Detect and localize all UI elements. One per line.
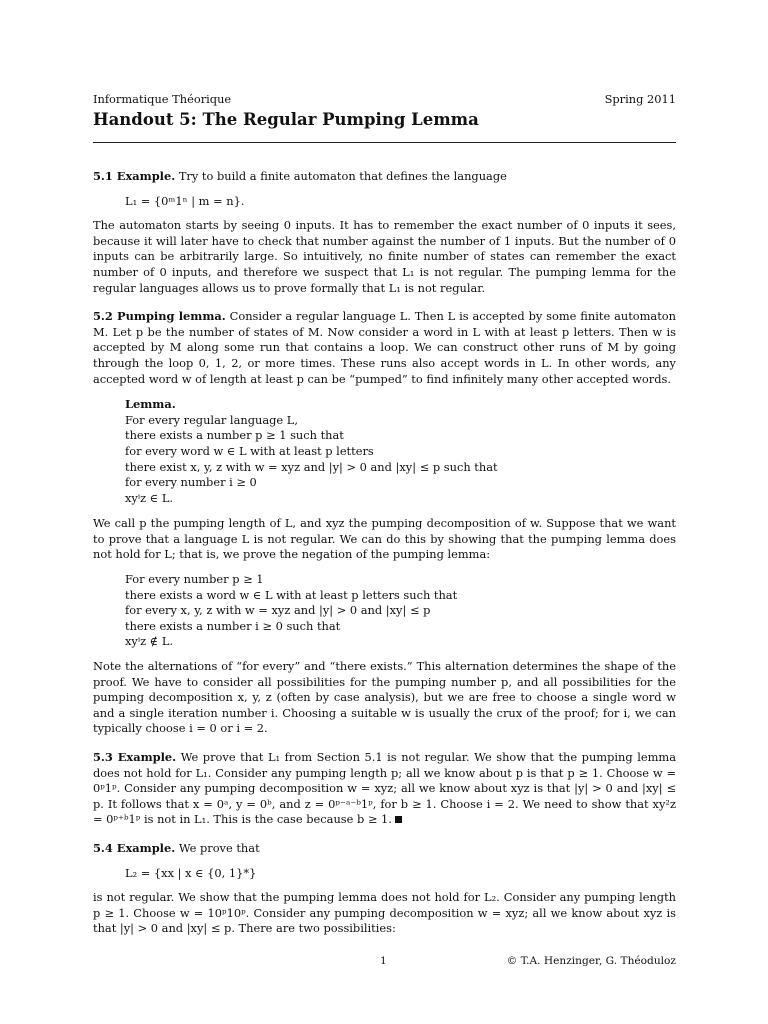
negation-block [93,572,676,650]
paragraph: Note the alternations of “for every” and “there exists.” This alternation determines the shape of the proof. We have to consider all possibilities for the pumping number p, and all possibilities for the pumping decomposition x, y, z (often by case analysis), but we are free to choose a single word w and a single iteration number i. Choosing a suitable w is usually the crux of the proof; for i, we can typically choose i = 0 or i = 2. [93,659,676,736]
copyright: © T.A. Henzinger, G. Théoduloz [506,955,676,967]
lemma-block [93,397,676,506]
section-label: 5.2 Pumping lemma. [93,309,226,324]
section-5-1 [93,169,676,296]
running-header [93,92,676,108]
lemma-line: xyⁱz ∈ L. [125,490,174,505]
lemma-line: there exist x, y, z with w = xyz and |y| > 0 and |xy| ≤ p such that [125,459,498,474]
section-intro: Try to build a finite automaton that defines the language [178,169,507,183]
section-5-4 [93,841,676,937]
course-name: Informatique Théorique [93,92,232,106]
negation-line: For every number p ≥ 1 [125,572,264,587]
title-rule [93,142,676,143]
negation-line: there exists a word w ∈ L with at least p letters such that [125,587,458,602]
paragraph: Consider a regular language L. Then L is accepted by some finite automaton M. Let p be the number of states of M. Now consider a word in L with at least p letters. Then w is accepted by M along some run that contains a loop. We can construct other runs of M by going through the loop 0, 1, 2, or more times. These runs also accept words in L. In other words, any accepted word w of length at least p can be “pumped” to find infinitely many other accepted words. [93,309,676,386]
negation-line: xyⁱz ∉ L. [125,634,174,649]
paragraph: We prove that L₁ from Section 5.1 is not regular. We show that the pumping lemma does not hold for L₁. Consider any pumping length p; all we know about p is that p ≥ 1. Choose w = 0ᵖ1ᵖ. Consider any pumping decomposition w = xyz; all we know about xyz is that |y| > 0 and |xy| ≤ p. It follows that x = 0ᵃ, y = 0ᵇ, and z = 0ᵖ⁻ᵃ⁻ᵇ1ᵖ, for b ≥ 1. Choose i = 2. We need to show that xy²z = 0ᵖ⁺ᵇ1ᵖ is not in L₁. This is the case because b ≥ 1. [93,750,676,827]
display-equation: L₁ = {0ᵐ1ⁿ | m = n}. [125,193,245,208]
semester: Spring 2011 [604,92,676,106]
qed-symbol [395,816,402,823]
paragraph: We call p the pumping length of L, and xyz the pumping decomposition of w. Suppose that we want to prove that a language L is not regular. We can do this by showing that the pumping lemma does not hold for L; that is, we prove the negation of the pumping lemma: [93,516,676,562]
page-number: 1 [380,955,387,967]
section-label: 5.4 Example. [93,840,176,855]
lemma-line: for every number i ≥ 0 [125,475,257,490]
lemma-title: Lemma. [125,397,176,412]
paragraph: is not regular. We show that the pumping lemma does not hold for L₂. Consider any pumping length p ≥ 1. Choose w = 10ᵖ10ᵖ. Consider any pumping decomposition w = xyz; all we know about xyz is that |y| > 0 and |xy| ≤ p. There are two possibilities: [93,890,676,936]
negation-line: for every x, y, z with w = xyz and |y| > 0 and |xy| ≤ p [125,603,431,618]
display-equation: L₂ = {xx | x ∈ {0, 1}*} [125,865,257,880]
section-5-3 [93,750,676,828]
lemma-line: there exists a number p ≥ 1 such that [125,428,344,443]
paragraph: The automaton starts by seeing 0 inputs. It has to remember the exact number of 0 inputs it sees, because it will later have to check that number against the number of 1 inputs. But the number of 0 inputs can be arbitrarily large. So intuitively, no finite number of states can remember the exact number of 0 inputs, and therefore we suspect that L₁ is not regular. The pumping lemma for the regular languages allows us to prove formally that L₁ is not regular. [93,218,676,295]
lemma-line: for every word w ∈ L with at least p letters [125,443,374,458]
handout-page [93,92,676,950]
section-intro: We prove that [178,840,260,855]
section-label: 5.3 Example. [93,750,177,764]
lemma-line: For every regular language L, [125,412,298,427]
section-5-2 [93,309,676,737]
page-title: Handout 5: The Regular Pumping Lemma [93,110,479,129]
section-label: 5.1 Example. [93,169,176,183]
negation-line: there exists a number i ≥ 0 such that [125,618,341,633]
